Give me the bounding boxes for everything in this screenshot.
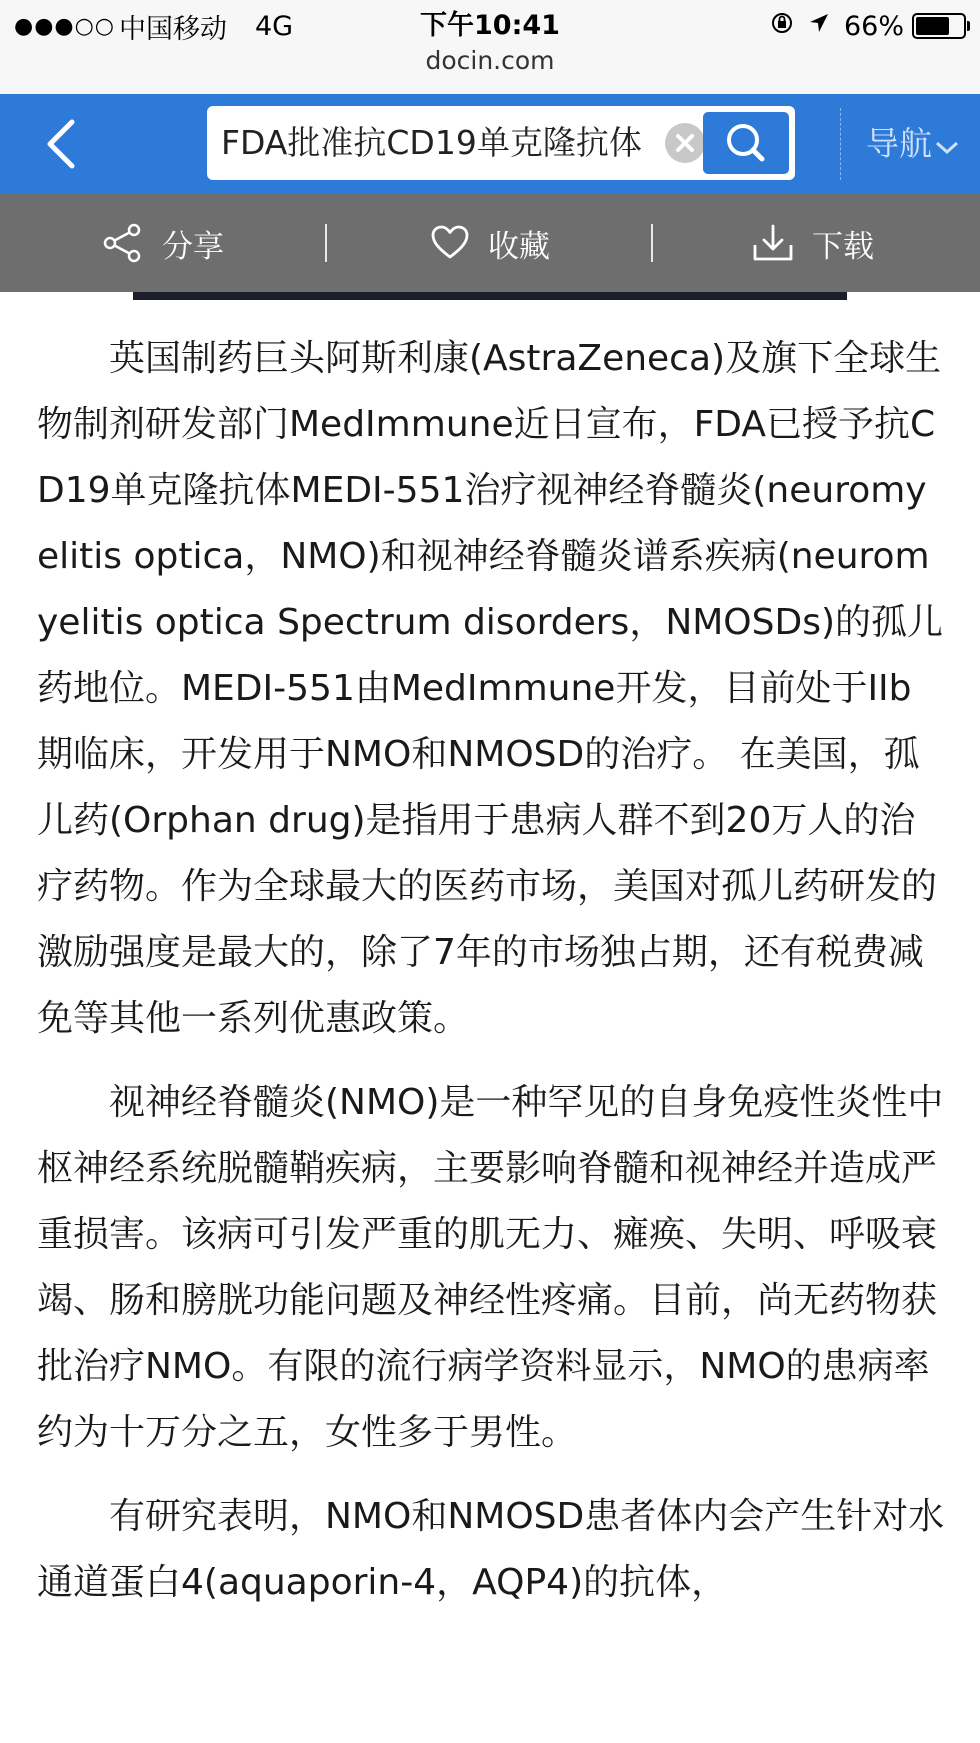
search-input[interactable]: FDA批准抗CD19单克隆抗体 [221,123,642,162]
document-toolbar [0,194,980,292]
download-icon [752,223,794,263]
search-box [207,106,795,180]
battery-percent: 66% [843,10,904,42]
favorite-button[interactable] [430,194,550,292]
back-button[interactable] [40,118,90,170]
carrier-name: 中国移动 [118,13,227,45]
battery-icon [912,13,966,39]
nav-menu-label: 导航 [866,124,932,163]
toolbar-divider [651,224,653,262]
header-divider [840,108,841,180]
address-bar-domain[interactable]: docin.com [425,46,555,75]
download-label: 下载 [812,228,874,265]
article-paragraph: 有研究表明，NMO和NMOSD患者体内会产生针对水通道蛋白4(aquaporin-4，AQP4)的抗体， [37,1496,945,1603]
chevron-left-icon [40,118,90,170]
status-bar [0,0,980,94]
location-arrow-icon [808,12,830,40]
download-button[interactable] [752,194,874,292]
search-icon [703,112,789,174]
share-icon [100,221,144,265]
share-button[interactable] [100,194,224,292]
document-image-edge [133,292,847,300]
nav-menu-button[interactable] [866,94,960,196]
toolbar-divider [325,224,327,262]
share-label: 分享 [162,228,224,265]
close-icon [665,123,705,163]
chevron-down-icon [934,96,960,196]
clock: 下午10:41 [420,10,560,41]
article-paragraph: 英国制药巨头阿斯利康(AstraZeneca)及旗下全球生物制剂研发部门MedImmune近日宣布，FDA已授予抗CD19单克隆抗体MEDI-551治疗视神经脊髓炎(neuromyelitis optica，NMO)和视神经脊髓炎谱系疾病(neuromyelitis optica Spectrum disorders，NMOSDs)的孤儿药地位。MEDI-551由MedImmune开发，目前处于IIb期临床，开发用于NMO和NMOSD的治疗。 在美国，孤儿药(Orphan drug)是指用于患病人群不到20万人的治疗药物。作为全球最大的医药市场，美国对孤儿药研发的激励强度是最大的，除了7年的市场独占期，还有税费减免等其他一系列优惠政策。 [37,338,944,1039]
favorite-label: 收藏 [488,228,550,265]
search-button[interactable] [703,112,789,174]
article-paragraph: 视神经脊髓炎(NMO)是一种罕见的自身免疫性炎性中枢神经系统脱髓鞘疾病，主要影响脊髓和视神经并造成严重损害。该病可引发严重的肌无力、瘫痪、失明、呼吸衰竭、肠和膀胱功能问题及神经性疼痛。目前，尚无药物获批治疗NMO。有限的流行病学资料显示，NMO的患病率约为十万分之五，女性多于男性。 [37,1082,944,1453]
clear-search-button[interactable] [665,123,705,163]
battery-fill [916,17,949,35]
orientation-lock-icon [770,11,794,41]
heart-icon [430,223,470,263]
article-body [37,326,947,1634]
signal-strength-icon: ●●●○○ [14,13,115,39]
network-type: 4G [254,10,294,42]
search-header [0,94,980,194]
